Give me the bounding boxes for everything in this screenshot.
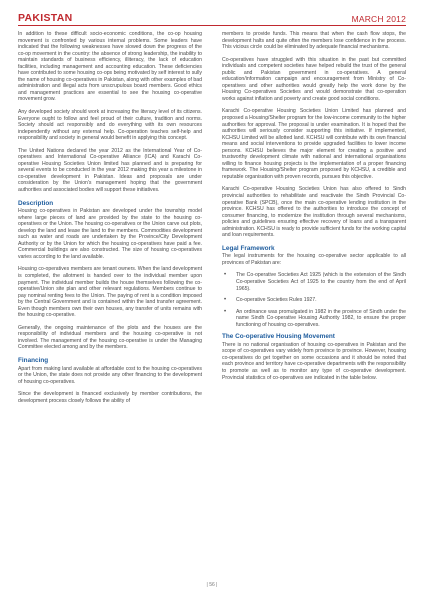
paragraph: Housing co-operatives in Pakistan are developed under the township model where large pieces of land are provided by the state to the housing co-operatives or the Union. The housing co-operatives or the Union carve out plots, develop the land and lease the land to the members. Commodities development such as water and roads are undertaken by the Province/City Development Authority or by the Union for which the housing co-operatives have paid a fee. Commercial buildings are also constructed. The size of housing co-operatives varies according to the land available. (18, 208, 202, 260)
paragraph: Co-operatives have struggled with this situation in the past but committed individuals and competent societies have helped rebuild the trust of the general public and Pakistan government in co-operatives. A general education/information campaign and encouragement from Ministry of Co-operatives and other authorities would greatly help the work done by the Housing Co-operatives Societies and would demonstrate that co-operation works against inflation and poverty and create good social conditions. (222, 56, 406, 102)
bullet-icon: • (224, 297, 227, 304)
paragraph: Any developed society should work at increasing the literacy level of its citizens. Everyone ought to follow and feel proud of their culture, tradition and norms. Society should act responsibly and do everything with its own resources independently without any external help. Co-operation teaches self-help and responsibility and society in general would benefit in applying this concept. (18, 109, 202, 142)
paragraph: There is no national organisation of housing co-operatives in Pakistan and the scope of co-operatives vary widely from province to province. However, housing co-operatives do get together on some occasions and it should be noted that each province and territory have co-operative departments with the responsibility to promote as well as to monitor any type of co-operative development. Provincial statistics of co-operatives are indicated in the table below. (222, 341, 406, 381)
paragraph: The legal instruments for the housing co-operative sector applicable to all provinces of Pakistan are: (222, 253, 406, 266)
paragraph: Karachi Co-operative Housing Societies Union Limited has planned and proposed a Housing/Shelter program for the low-income community to the higher authorities for approval. The proposal is under examination. It is hoped that the authorities will seriously consider supporting this initiative. If implemented, KCHSU Limited will be allotted land. KCHSU will contribute with its own financial means and social interventions to provide upgraded facilities to lower income persons. KCHSU believes the major element for creating a positive and trustworthy development climate with national and international organisations willing to finance housing projects is the implementation of a proper financing framework. The Housing/Shelter program proposed by KCHSU, a credible and reputable organisation with proven records, pursues this objective. (222, 108, 407, 180)
issue-date: MARCH 2012 (351, 14, 406, 24)
section-heading-legal-framework: Legal Framework (222, 244, 275, 252)
paragraph: In addition to these difficult socio-economic conditions, the co-op housing movement is confronted by various internal problems. Some leaders have indicated that the following weaknesses have slowed down the progress of the co-op movement in the country: the absence of strong leadership, the inability to maintain standards of business efficiency, illiteracy, the lack of education facilities, including management and accounting education. These deficiencies have contributed to some housing co-ops being motivated by self interest to sully the name of housing co-operatives in Pakistan, along with other examples of bad administration and illegal acts from unscrupulous board members. Good ethics and management practices are essential to see the housing co-operative movement grow. (18, 31, 202, 103)
page-number: | 56 | (206, 582, 218, 588)
section-heading-financing: Financing (18, 357, 49, 365)
section-heading-movement: The Co-operative Housing Movement (222, 333, 335, 341)
paragraph: Karachi Co-operative Housing Societies Union has also offered to Sindh provincial authorities to rehabilitate and reactivate the Sindh Provincial Co-operative Bank (SPCB), once the main co-operative lending institution in the province. KCHSU has offered to the authorities to introduce the concept of consumer financing, to modernize the institution through several mechanisms, policies and guidelines ensuring effective recovery of loans and a transparent administration. KCHSU is ready to provide sufficient funds for the working capital and loan requirements. (222, 186, 406, 239)
right-column (222, 31, 406, 387)
paragraph: Generally, the ongoing maintenance of the plots and the houses are the responsibility of individual members and the housing co-operative is not involved. The management of the housing co-operative is under the Managing Committee elected among and by the members. (18, 324, 202, 351)
list-item-text: Co-operative Societies Rules 1927. (236, 297, 317, 304)
list-item-text: The Co-operative Societies Act 1925 (which is the extension of the Sindh Co-operative Societies Act of 1925 to the country from the end of April 1965). (236, 272, 406, 292)
page-header (18, 8, 406, 24)
bullet-icon: • (224, 272, 227, 279)
list-item (222, 297, 406, 304)
section-heading-description: Description (18, 199, 54, 207)
legal-instruments-list (222, 272, 406, 328)
paragraph: members to provide funds. This means that when the cash flow stops, the development halts and quite often the members lose confidence in the process. This vicious circle could be eliminated by adequate financial mechanisms. (222, 31, 406, 51)
paragraph: Housing co-operatives members are tenant owners. When the land development is completed, the allotment is handed over to the individual member upon payment. The individual member builds the house themselves following the co-operative/Union site plan and other relevant regulations. Members continue to pay nominal renting fees to the Union. The paying of rent is a condition imposed by the Central Government and is contained within the land transfer agreement. Even though members own their own houses, any transfer of units remains with the housing co-operative. (18, 266, 202, 319)
list-item-text: An ordinance was promulgated in 1982 in the province of Sindh under the name Sindh Co-operative Housing Authority 1982, to ensure the proper functioning of housing co-operatives. (236, 308, 406, 328)
header-divider (18, 25, 406, 26)
paragraph: Apart from making land available at affordable cost to the housing co-operatives or the Union, the state does not provide any other financing to the development of housing co-operatives. (18, 365, 202, 385)
paragraph: The United Nations declared the year 2012 as the International Year of Co-operatives and International Co-operative Alliance (ICA) and Karachi Co-operative Housing Societies Union limited has planned and is preparing for several events to be conducted in the year 2012 making this year a milestone in co-operative development in Pakistan. Ideas and proposals are under consideration by the Union's management hoping that the government authorities and associated bodies will support these initiatives. (18, 147, 202, 194)
left-column (18, 31, 202, 410)
paragraph: Since the development is financed exclusively by member contributions, the development process closely follows the ability of (18, 391, 202, 404)
bullet-icon: • (224, 308, 227, 315)
list-item (222, 272, 406, 292)
section-title: PAKISTAN (18, 12, 73, 24)
list-item (222, 309, 406, 329)
